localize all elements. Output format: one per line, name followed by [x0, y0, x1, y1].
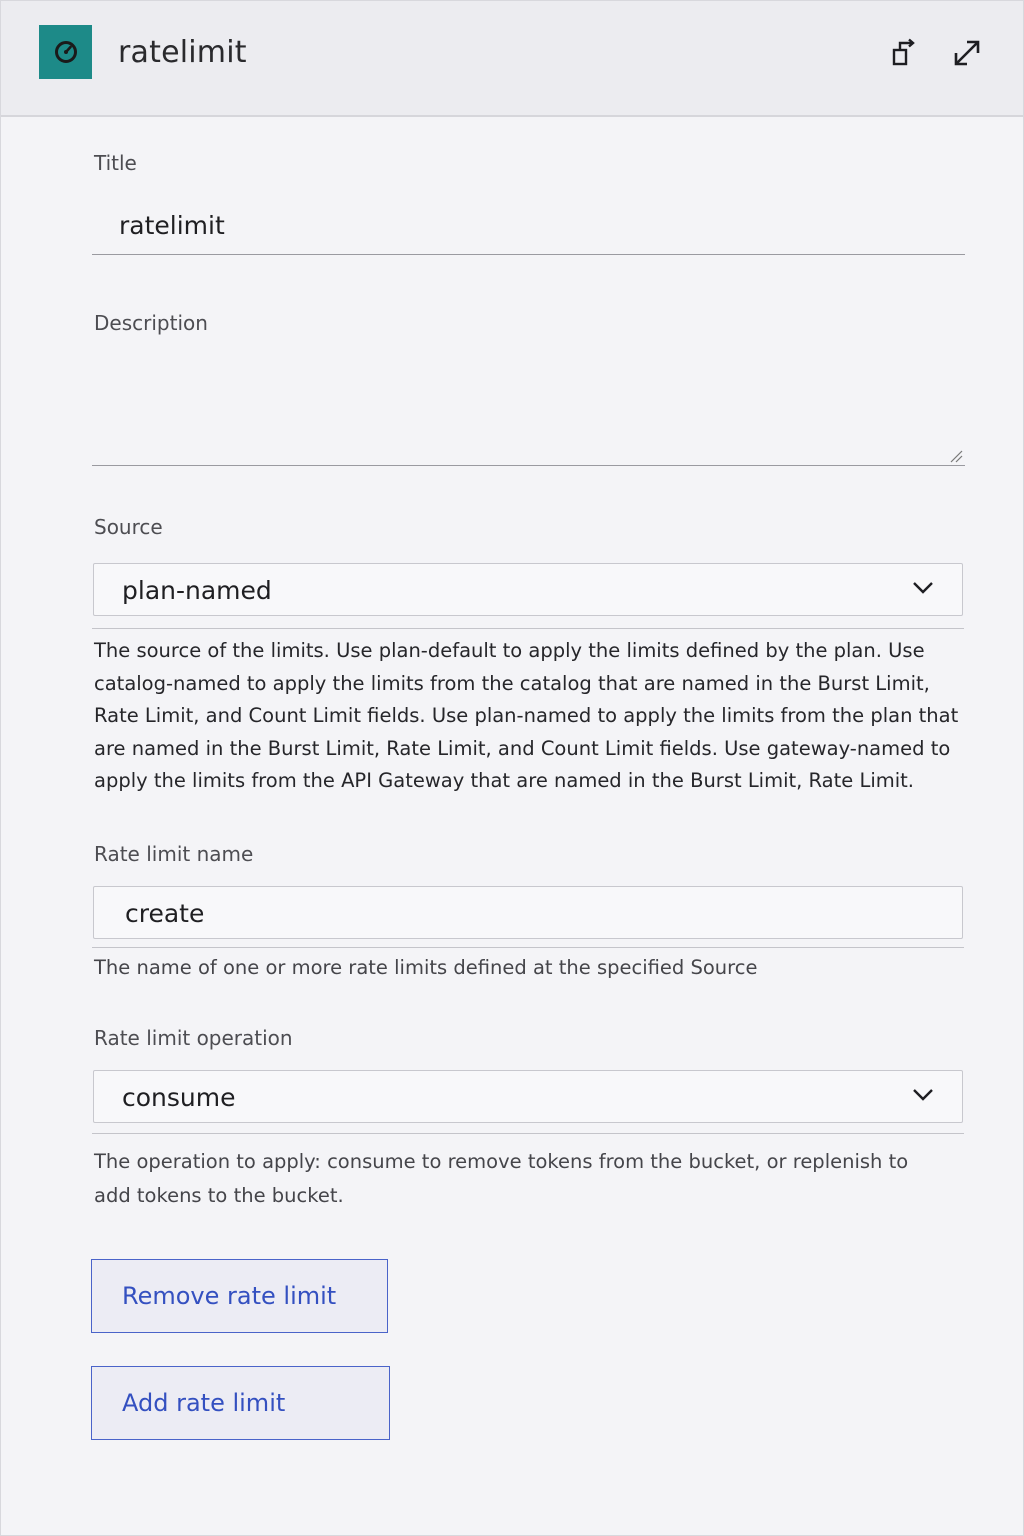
detach-panel-button[interactable] — [887, 35, 923, 71]
rate-limit-name-help-text: The name of one or more rate limits defined at the specified Source — [94, 956, 758, 979]
resize-handle-icon[interactable] — [949, 449, 963, 463]
rate-limit-operation-label: Rate limit operation — [94, 1026, 293, 1050]
remove-rate-limit-button[interactable] — [91, 1259, 388, 1333]
panel-header — [1, 1, 1023, 117]
source-selected-value: plan-named — [122, 576, 272, 605]
expand-panel-button[interactable] — [949, 35, 985, 71]
chevron-down-icon — [912, 1088, 934, 1102]
rate-limit-operation-divider — [92, 1133, 964, 1134]
title-input-underline — [92, 254, 965, 255]
remove-rate-limit-label: Remove rate limit — [122, 1282, 337, 1310]
title-label: Title — [94, 151, 137, 175]
rate-limit-operation-select[interactable] — [93, 1070, 963, 1123]
title-input[interactable]: ratelimit — [119, 211, 225, 240]
rate-limit-name-divider — [92, 947, 964, 948]
source-divider — [92, 628, 964, 629]
source-label: Source — [94, 515, 163, 539]
rate-limit-operation-selected-value: consume — [122, 1083, 236, 1112]
description-label: Description — [94, 311, 208, 335]
panel-title: ratelimit — [118, 35, 247, 70]
rate-limit-name-value: create — [125, 899, 205, 928]
source-select[interactable] — [93, 563, 963, 616]
rate-limit-operation-help-text: The operation to apply: consume to remove tokens from the bucket, or replenish to add tokens to the bucket. — [94, 1150, 909, 1207]
source-help-text: The source of the limits. Use plan-default to apply the limits defined by the plan. Use catalog-named to apply the limits from the catalog that are named in the Burst Limit, Rate Limit, and Count Limit fields. Use plan-named to apply the limits from the plan that are named in the Burst Limit, Rate Limit, and Count Limit fields. Use gateway-named to apply the limits from the API Gateway that are named in the Burst Limit, Rate Limit. — [94, 639, 959, 792]
speedometer-icon — [39, 25, 92, 79]
add-rate-limit-button[interactable] — [91, 1366, 390, 1440]
add-rate-limit-label: Add rate limit — [122, 1389, 286, 1417]
expand-icon — [951, 37, 983, 69]
detach-icon — [891, 38, 919, 68]
chevron-down-icon — [912, 581, 934, 595]
rate-limit-name-label: Rate limit name — [94, 842, 254, 866]
description-textarea[interactable] — [92, 349, 965, 466]
rate-limit-name-input[interactable] — [93, 886, 963, 939]
